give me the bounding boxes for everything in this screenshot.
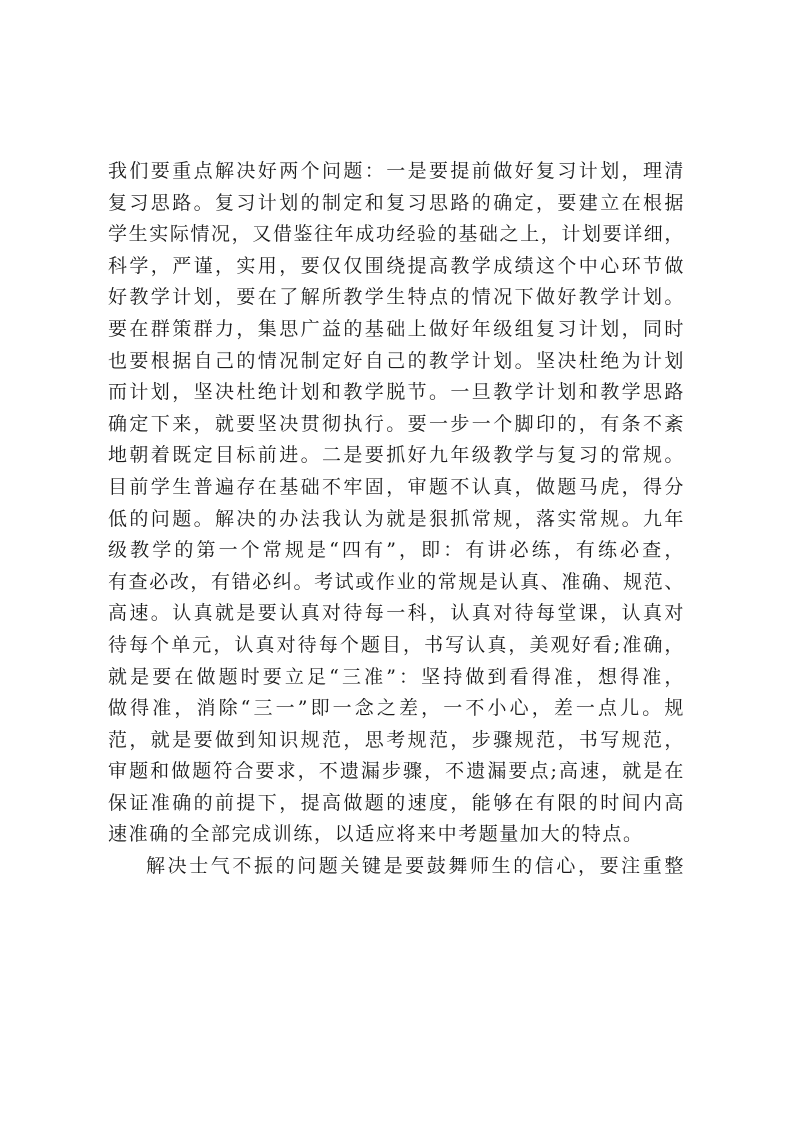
text-line: 而计划，坚决杜绝计划和教学脱节。一旦教学计划和教学思路 [108,381,685,404]
text-line: 地朝着既定目标前进。二是要抓好九年级教学与复习的常规。 [108,444,685,467]
text-line: 也要根据自己的情况制定好自己的教学计划。坚决杜绝为计划 [108,349,685,372]
text-line: 确定下来，就要坚决贯彻执行。要一步一个脚印的，有条不紊 [108,412,685,435]
text-line: 待每个单元，认真对待每个题目，书写认真，美观好看;准确， [108,633,685,656]
text-line: 做得准，消除“三一”即一念之差，一不小心，差一点儿。规 [108,697,685,720]
text-line: 解决士气不振的问题关键是要鼓舞师生的信心，要注重整 [146,855,685,878]
text-line: 有查必改，有错必纠。考试或作业的常规是认真、准确、规范、 [108,570,685,593]
text-line: 我们要重点解决好两个问题：一是要提前做好复习计划，理清 [108,160,685,182]
text-line: 保证准确的前提下，提高做题的速度，能够在有限的时间内高 [108,791,685,814]
text-line: 速准确的全部完成训练，以适应将来中考题量加大的特点。 [108,823,644,846]
text-line: 好教学计划，要在了解所教学生特点的情况下做好教学计划。 [108,286,685,309]
body-text [108,156,685,883]
text-line: 范，就是要做到知识规范，思考规范，步骤规范，书写规范， [108,728,685,751]
text-line: 目前学生普遍存在基础不牢固，审题不认真，做题马虎，得分 [108,475,685,498]
paragraph-1 [108,156,685,851]
paragraph-2 [108,851,685,883]
text-line: 高速。认真就是要认真对待每一科，认真对待每堂课，认真对 [108,602,685,625]
text-line: 复习思路。复习计划的制定和复习思路的确定，要建立在根据 [108,191,685,214]
text-line: 科学，严谨，实用，要仅仅围绕提高教学成绩这个中心环节做 [108,254,685,277]
text-line: 要在群策群力，集思广益的基础上做好年级组复习计划，同时 [108,317,685,340]
text-line: 审题和做题符合要求，不遗漏步骤，不遗漏要点;高速，就是在 [108,760,685,783]
text-line: 级教学的第一个常规是“四有”，即：有讲必练，有练必查， [108,539,685,562]
text-line: 低的问题。解决的办法我认为就是狠抓常规，落实常规。九年 [108,507,685,530]
text-line: 学生实际情况，又借鉴往年成功经验的基础之上，计划要详细， [108,223,685,246]
text-line: 就是要在做题时要立足“三准”：坚持做到看得准，想得准， [108,665,685,688]
